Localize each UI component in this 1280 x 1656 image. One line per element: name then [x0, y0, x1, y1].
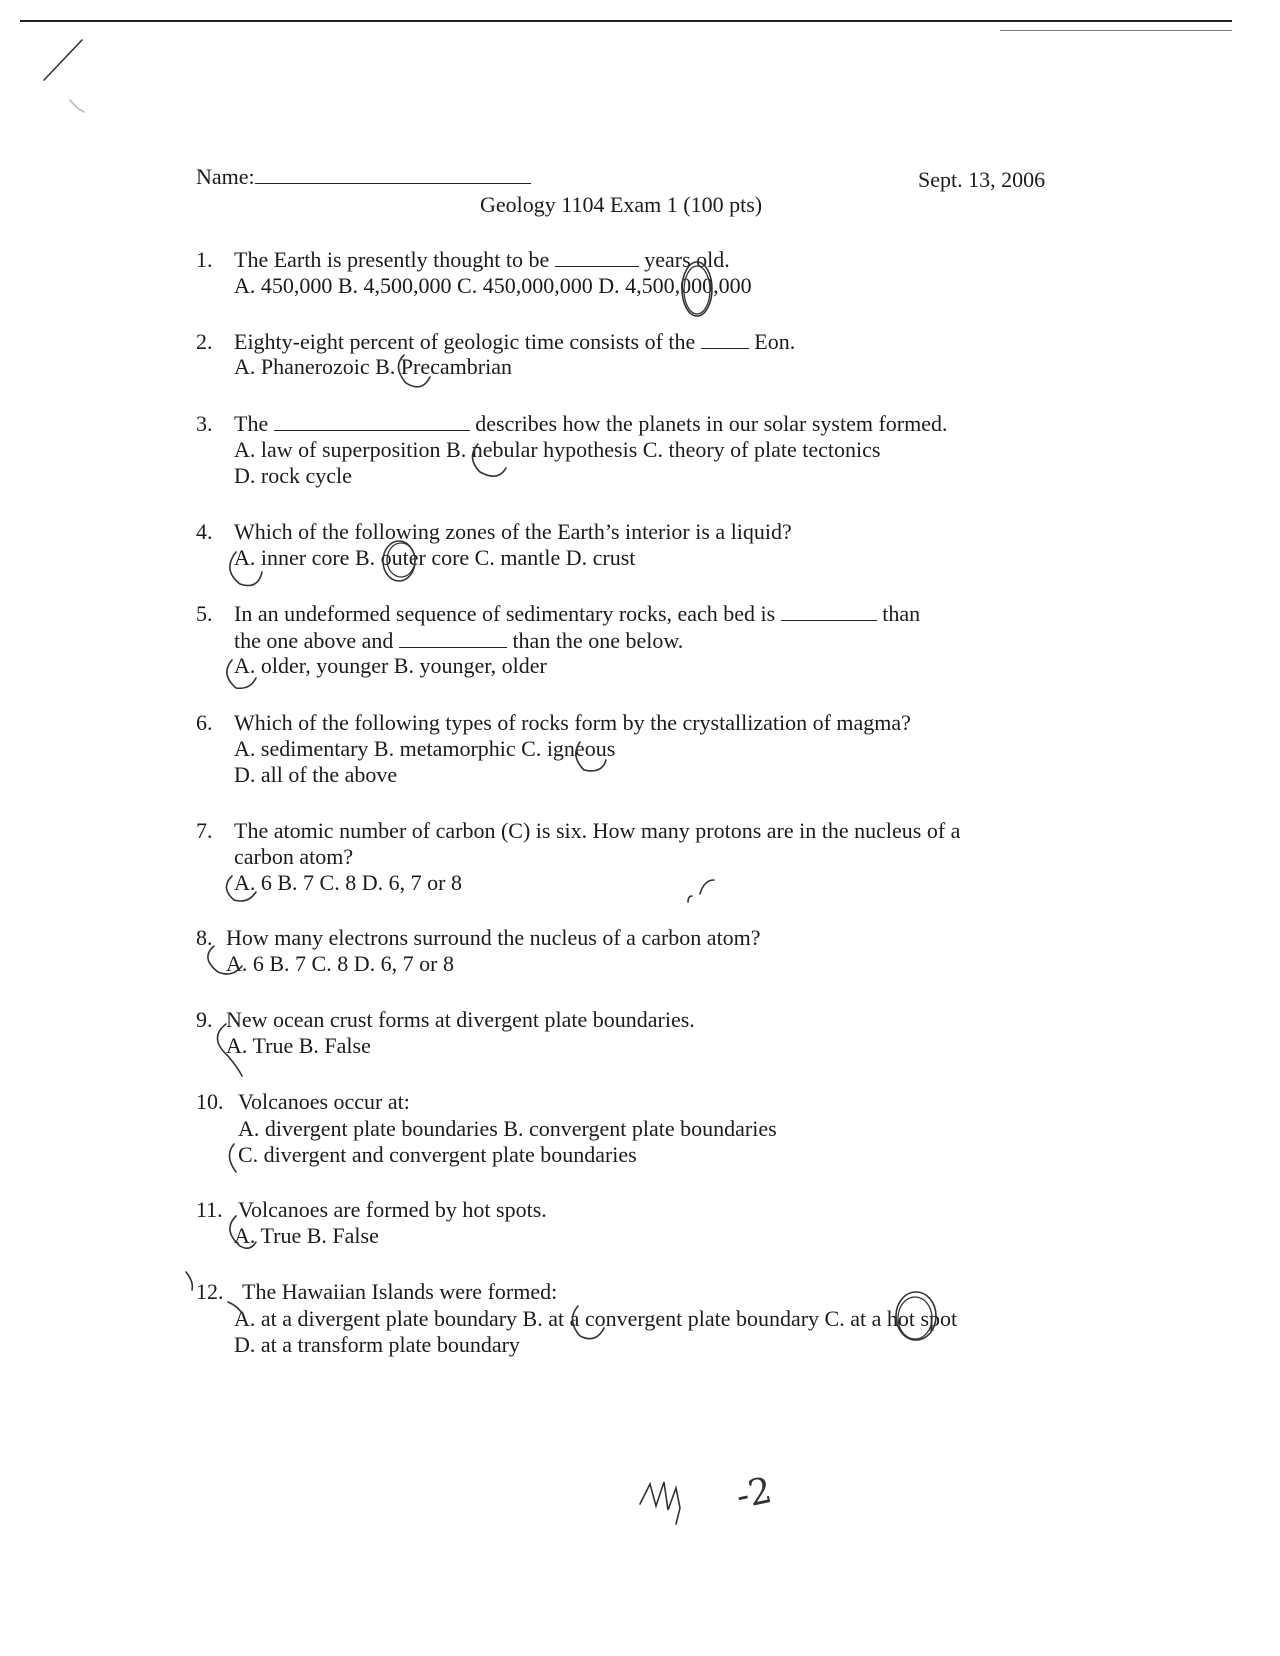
- question-text: than the one below.: [512, 628, 684, 653]
- question-number: 5.: [196, 601, 213, 626]
- name-blank: [255, 163, 531, 184]
- question-text: Eighty-eight percent of geologic time consists of the: [234, 329, 696, 354]
- circled-answer-q10: [229, 1144, 236, 1172]
- question-1: [196, 246, 730, 273]
- question-12-choices: A. at a divergent plate boundary B. at a convergent plate boundary C. at a hot spot: [234, 1306, 958, 1331]
- question-6: [196, 710, 911, 736]
- question-text: than: [882, 601, 921, 626]
- score-mark: -2: [732, 1469, 776, 1518]
- question-5-line-2: [234, 627, 683, 654]
- question-5-choices: A. older, younger B. younger, older: [234, 653, 547, 678]
- question-number: 10.: [196, 1089, 224, 1114]
- question-9-choices: A. True B. False: [226, 1033, 371, 1058]
- question-11: [196, 1197, 547, 1223]
- answer-blank: [555, 246, 639, 267]
- question-7: [196, 818, 960, 844]
- question-1-choices: A. 450,000 B. 4,500,000 C. 450,000,000 D. 4,500,000,000: [234, 273, 752, 298]
- answer-blank: [399, 627, 507, 648]
- question-text: In an undeformed sequence of sedimentary rocks, each bed is: [234, 601, 776, 626]
- question-text: The Earth is presently thought to be: [234, 247, 550, 272]
- question-text: The Hawaiian Islands were formed:: [242, 1279, 558, 1304]
- corner-slash-mark: [44, 40, 82, 80]
- question-text: the one above and: [234, 628, 394, 653]
- question-number: 6.: [196, 710, 213, 735]
- question-5: [196, 600, 920, 627]
- question-number: 7.: [196, 818, 213, 843]
- margin-note-q7: [688, 880, 714, 902]
- question-11-choices: A. True B. False: [234, 1223, 379, 1248]
- question-3-choices-2: D. rock cycle: [234, 463, 352, 488]
- question-number: 9.: [196, 1007, 213, 1032]
- question-10: [196, 1089, 410, 1115]
- question-10-choices: A. divergent plate boundaries B. convergent plate boundaries: [238, 1116, 777, 1141]
- answer-blank: [701, 328, 749, 349]
- question-number: 12.: [196, 1279, 224, 1304]
- question-10-choices-2: C. divergent and convergent plate boundaries: [238, 1142, 637, 1167]
- smudge-mark: [70, 100, 84, 112]
- question-text: New ocean crust forms at divergent plate boundaries.: [226, 1007, 695, 1032]
- exam-title: Geology 1104 Exam 1 (100 pts): [480, 192, 763, 217]
- question-8: [196, 925, 761, 951]
- scan-top-edge-faint: [1000, 30, 1232, 31]
- question-12-choices-2: D. at a transform plate boundary: [234, 1332, 520, 1357]
- question-number: 8.: [196, 925, 213, 950]
- question-number: 11.: [196, 1197, 223, 1222]
- answer-blank: [781, 600, 877, 621]
- question-2-choices: A. Phanerozoic B. Precambrian: [234, 354, 512, 379]
- name-label: Name:: [196, 164, 255, 189]
- question-number: 4.: [196, 519, 213, 544]
- question-4-choices: A. inner core B. outer core C. mantle D. crust: [234, 545, 636, 570]
- question-6-choices: A. sedimentary B. metamorphic C. igneous: [234, 736, 616, 761]
- question-6-choices-2: D. all of the above: [234, 762, 398, 787]
- question-3: [196, 410, 947, 437]
- question-number: 3.: [196, 411, 213, 436]
- question-text: Which of the following types of rocks form by the crystallization of magma?: [234, 710, 911, 735]
- question-text: Volcanoes are formed by hot spots.: [238, 1197, 547, 1222]
- question-2: [196, 328, 795, 355]
- question-text: The: [234, 411, 269, 436]
- question-8-choices: A. 6 B. 7 C. 8 D. 6, 7 or 8: [226, 951, 454, 976]
- question-text: How many electrons surround the nucleus of a carbon atom?: [226, 925, 761, 950]
- question-3-choices: A. law of superposition B. nebular hypothesis C. theory of plate tectonics: [234, 437, 881, 462]
- question-text: Volcanoes occur at:: [238, 1089, 410, 1114]
- question-7-choices: A. 6 B. 7 C. 8 D. 6, 7 or 8: [234, 870, 462, 895]
- exam-date: Sept. 13, 2006: [918, 167, 1046, 192]
- scan-top-edge: [20, 20, 1232, 22]
- question-text: The atomic number of carbon (C) is six. How many protons are in the nucleus of a: [234, 818, 961, 843]
- question-number: 2.: [196, 329, 213, 354]
- grader-initials-mark: [640, 1482, 680, 1524]
- question-12: [196, 1279, 557, 1305]
- question-9: [196, 1007, 695, 1033]
- name-line: [196, 163, 531, 190]
- question-number: 1.: [196, 247, 213, 272]
- question-text: Which of the following zones of the Earth’s interior is a liquid?: [234, 519, 792, 544]
- question-text: Eon.: [754, 329, 796, 354]
- question-7-line-2: carbon atom?: [234, 844, 354, 869]
- question-4: [196, 519, 792, 545]
- answer-blank: [274, 410, 470, 431]
- question-text: describes how the planets in our solar system formed.: [475, 411, 948, 436]
- question-text: years old.: [644, 247, 730, 272]
